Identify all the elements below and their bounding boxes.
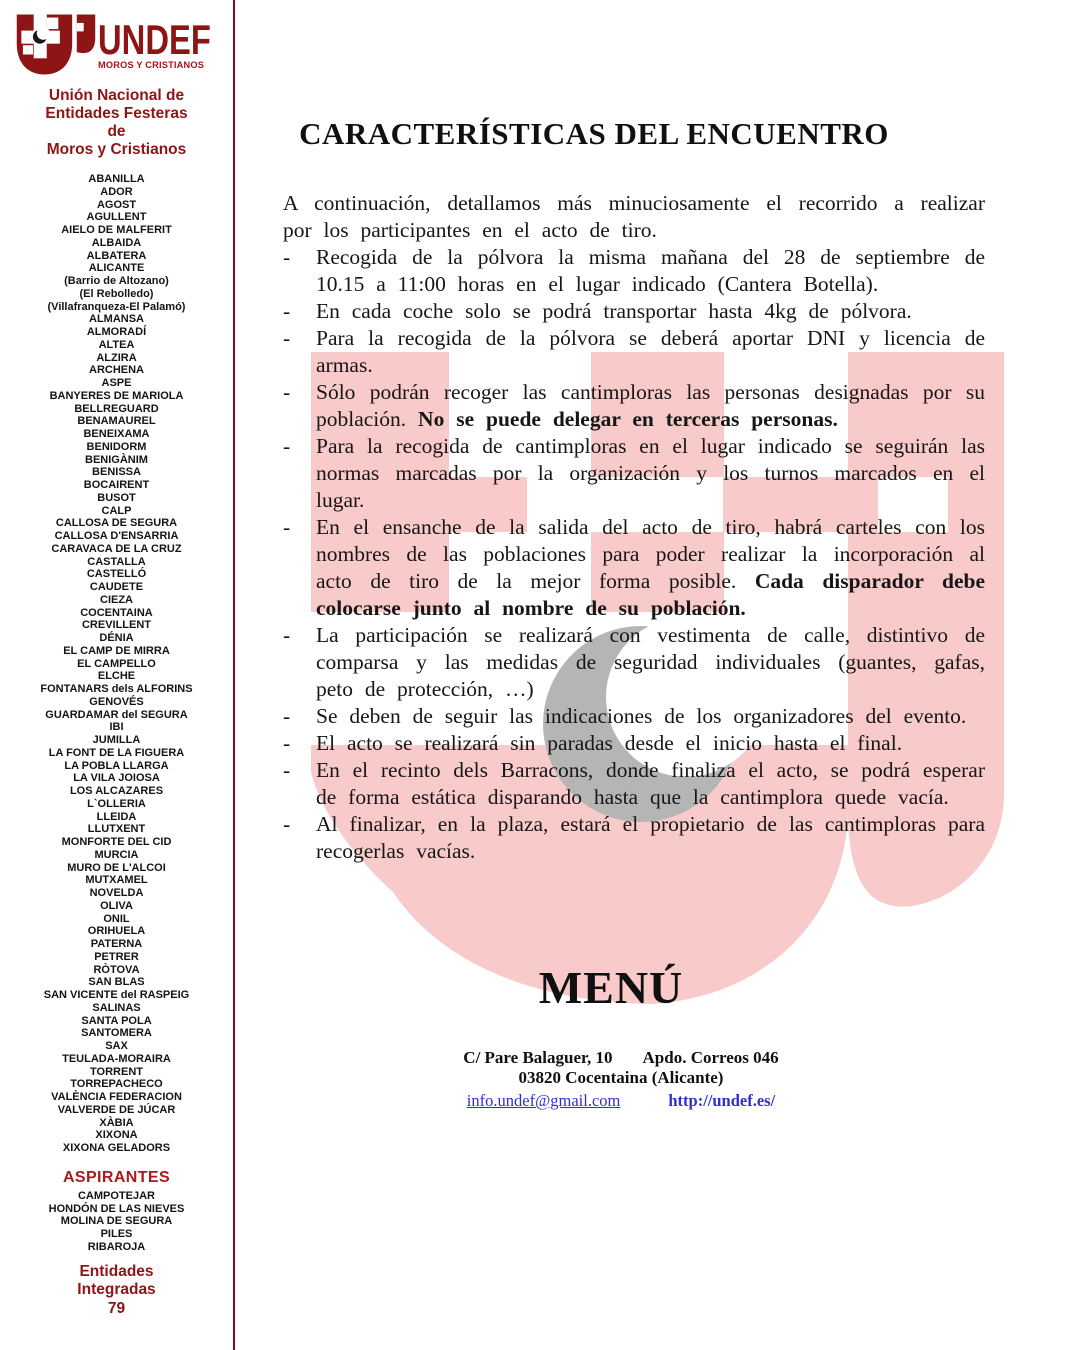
town-item: TORRENT <box>90 1065 143 1078</box>
town-item: ONIL <box>103 912 130 925</box>
bullet-dash: - <box>283 704 291 728</box>
website-link[interactable]: http://undef.es/ <box>668 1091 776 1110</box>
main-area <box>235 0 1080 1350</box>
brand-block <box>98 16 243 71</box>
town-item: ELCHE <box>97 670 136 683</box>
page-content <box>235 116 1080 1111</box>
org-name-line: Moros y Cristianos <box>46 141 187 158</box>
town-item: CASTALLA <box>87 555 146 568</box>
aspirantes-list <box>0 1190 233 1254</box>
undef-logo <box>0 0 233 78</box>
town-item: AIELO DE MALFERIT <box>61 224 172 236</box>
footer-links <box>283 1091 959 1111</box>
town-item: FONTANARS dels ALFORINS <box>40 683 193 695</box>
town-item: ARCHENA <box>89 364 144 377</box>
town-item: IBI <box>109 721 124 734</box>
bullet-text: Recogida de la pólvora la misma mañana del 28 de septiembre de 10.15 a 11:00 horas en el lugar indicado (Cantera Botella). <box>316 245 985 296</box>
town-item: CALP <box>101 504 132 517</box>
town-item: MURO DE L'ALCOI <box>67 861 166 874</box>
town-item: LA VILA JOIOSA <box>73 772 160 785</box>
town-item: L`OLLERIA <box>87 797 146 810</box>
org-name <box>0 87 233 159</box>
bullet-item <box>283 244 985 298</box>
town-item: TEULADA-MORAIRA <box>62 1052 171 1065</box>
town-item: BUSOT <box>97 491 136 504</box>
town-item: ABANILLA <box>88 173 145 185</box>
town-item: CAUDETE <box>89 581 144 593</box>
town-item: (El Rebolledo) <box>79 287 154 300</box>
town-item: CALLOSA D'ENSARRIA <box>54 530 179 542</box>
org-name-line: de <box>107 123 126 140</box>
aspirante-item: RIBAROJA <box>87 1240 146 1253</box>
bullet-item <box>283 757 985 811</box>
town-item: DÉNIA <box>99 632 134 644</box>
footer-address-line2: 03820 Cocentaina (Alicante) <box>518 1068 724 1087</box>
town-item: MURCIA <box>94 848 139 861</box>
bullet-item <box>283 622 985 703</box>
document-footer <box>283 1048 959 1111</box>
bullet-dash: - <box>283 245 291 269</box>
town-item: ADOR <box>100 185 133 198</box>
town-item: XIXONA <box>95 1129 138 1142</box>
town-item: ASPE <box>101 377 132 389</box>
town-item: ALBAIDA <box>91 236 142 249</box>
town-item: XIXONA GELADORS <box>62 1142 171 1154</box>
town-item: XÀBIA <box>99 1116 134 1129</box>
bullet-text: En cada coche solo se podrá transportar hasta 4kg de pólvora. <box>316 299 912 323</box>
bullet-text: Para la recogida de cantimploras en el lugar indicado se seguirán las normas marcadas por la organización y los turnos marcados en el lugar. <box>316 434 985 512</box>
town-item: RÒTOVA <box>93 963 140 976</box>
town-item: LA POBLA LLARGA <box>64 759 169 772</box>
town-item: SAN BLAS <box>88 976 145 989</box>
aspirantes-title: ASPIRANTES <box>62 1168 171 1186</box>
town-item: CARAVACA DE LA CRUZ <box>51 542 182 555</box>
aspirante-item: HONDÓN DE LAS NIEVES <box>48 1202 185 1215</box>
town-item: COCENTAINA <box>80 606 153 619</box>
town-item: CIEZA <box>100 593 133 606</box>
bullet-item <box>283 514 985 622</box>
bullet-list <box>283 244 985 865</box>
bullet-item <box>283 730 985 757</box>
page-title: CARACTERÍSTICAS DEL ENCUENTRO <box>299 116 889 151</box>
town-item: ALMANSA <box>89 313 144 326</box>
town-item: BENIGÀNIM <box>85 453 148 466</box>
brand-name: UNDEF <box>98 16 211 63</box>
entidades-integradas <box>0 1263 233 1319</box>
entidades-line: 79 <box>107 1299 126 1317</box>
town-item: LA FONT DE LA FIGUERA <box>48 746 185 759</box>
town-item: BENIDORM <box>86 440 147 453</box>
town-item: CREVILLENT <box>81 619 152 632</box>
bullet-dash: - <box>283 812 291 836</box>
bullet-dash: - <box>283 515 291 539</box>
town-item: GENOVÉS <box>89 695 144 708</box>
bullet-text: Sólo podrán recoger las cantimploras las personas designadas por su población. No se puede delegar en terceras personas. <box>316 380 985 431</box>
town-item: LLEIDA <box>96 810 137 823</box>
town-item: CASTELLÓ <box>86 568 147 581</box>
town-item: (Barrio de Altozano) <box>64 275 169 287</box>
footer-street: C/ Pare Balaguer, 10 <box>463 1048 613 1067</box>
aspirante-item: PILES <box>100 1228 133 1240</box>
town-item: EL CAMP DE MIRRA <box>63 644 170 657</box>
town-item: BENISSA <box>92 466 141 479</box>
undef-shield-crescent-icon <box>16 14 96 78</box>
town-item: SANTOMERA <box>81 1027 152 1040</box>
town-item: ALMORADÍ <box>86 326 147 338</box>
bullet-item <box>283 379 985 433</box>
sidebar <box>0 0 233 1350</box>
bullet-dash: - <box>283 380 291 404</box>
org-name-line: Entidades Festeras <box>45 105 188 122</box>
town-item: LLUTXENT <box>87 823 146 836</box>
town-item: TORREPACHECO <box>70 1078 163 1091</box>
email-link[interactable]: info.undef@gmail.com <box>466 1091 621 1110</box>
aspirante-item: MOLINA DE SEGURA <box>60 1215 173 1228</box>
town-item: JUMILLA <box>92 734 141 746</box>
town-item: VALÈNCIA FEDERACION <box>51 1091 182 1103</box>
town-item: LOS ALCAZARES <box>69 785 164 797</box>
town-item: SAX <box>105 1040 128 1052</box>
town-item: SAN VICENTE del RASPEIG <box>43 989 190 1001</box>
town-item: MUTXAMEL <box>85 874 148 887</box>
town-item: BOCAIRENT <box>83 479 150 491</box>
footer-address-line1 <box>283 1048 959 1068</box>
bullet-text: Al finalizar, en la plaza, estará el propietario de las cantimploras para recogerlas vacías. <box>316 812 985 863</box>
town-item: BENAMAUREL <box>77 415 156 428</box>
town-item: AGULLENT <box>86 211 147 224</box>
town-item: ALICANTE <box>88 262 145 275</box>
bullet-item <box>283 811 985 865</box>
bullet-dash: - <box>283 623 291 647</box>
town-item: MONFORTE DEL CID <box>61 836 172 848</box>
bullet-text: El acto se realizará sin paradas desde el inicio hasta el final. <box>316 731 903 755</box>
brand-tagline: MOROS Y CRISTIANOS <box>98 60 205 71</box>
aspirante-item: CAMPOTEJAR <box>77 1189 155 1202</box>
bullet-text: En el recinto dels Barracons, donde finaliza el acto, se podrá esperar de forma estática disparando hasta que la cantimplora quede vacía. <box>316 758 985 809</box>
town-item: ALTEA <box>98 338 135 351</box>
bullet-item <box>283 433 985 514</box>
town-list <box>0 173 233 1155</box>
town-item: VALVERDE DE JÚCAR <box>57 1103 176 1116</box>
bullet-text: En el ensanche de la salida del acto de tiro, habrá carteles con los nombres de las poblaciones para poder realizar la incorporación al acto de tiro de la mejor forma posible. Cada disparador debe colocarse junto al nombre de su población. <box>316 515 985 620</box>
bullet-text: Se deben de seguir las indicaciones de los organizadores del evento. <box>316 704 967 728</box>
town-item: EL CAMPELLO <box>77 657 156 670</box>
town-item: ORIHUELA <box>87 925 146 938</box>
town-item: BENEIXAMA <box>83 428 150 440</box>
org-name-line: Unión Nacional de <box>48 87 185 104</box>
town-item: SALINAS <box>92 1001 141 1014</box>
town-item: PETRER <box>94 950 139 963</box>
entidades-line: Integradas <box>77 1281 156 1298</box>
town-item: CALLOSA DE SEGURA <box>55 517 178 530</box>
bullet-dash: - <box>283 758 291 782</box>
intro-paragraph: A continuación, detallamos más minuciosamente el recorrido a realizar por los participantes en el acto de tiro. <box>283 191 985 242</box>
town-item: ALBATERA <box>86 249 147 262</box>
town-item: GUARDAMAR del SEGURA <box>45 708 188 721</box>
town-item: NOVELDA <box>89 887 144 899</box>
footer-po-box: Apdo. Correos 046 <box>642 1048 779 1067</box>
town-item: PATERNA <box>90 938 143 950</box>
bullet-dash: - <box>283 299 291 323</box>
town-item: (Villafranqueza-El Palamó) <box>47 300 186 313</box>
town-item: SANTA POLA <box>81 1014 152 1027</box>
bullet-item <box>283 298 985 325</box>
town-item: OLIVA <box>100 899 133 912</box>
town-item: BANYERES DE MARIOLA <box>49 389 184 402</box>
bullet-dash: - <box>283 731 291 755</box>
entidades-line: Entidades <box>79 1262 154 1280</box>
town-item: ALZIRA <box>96 351 137 364</box>
town-item: BELLREGUARD <box>74 402 159 415</box>
bullet-item <box>283 325 985 379</box>
town-item: AGOST <box>96 198 137 211</box>
bullet-dash: - <box>283 326 291 350</box>
menu-heading: MENÚ <box>538 962 684 1013</box>
bullet-dash: - <box>283 434 291 458</box>
bullet-item <box>283 703 985 730</box>
bullet-text: Para la recogida de la pólvora se deberá aportar DNI y licencia de armas. <box>316 326 985 377</box>
bullet-text: La participación se realizará con vestimenta de calle, distintivo de comparsa y las medidas de seguridad individuales (guantes, gafas, peto de protección, …) <box>316 623 985 701</box>
